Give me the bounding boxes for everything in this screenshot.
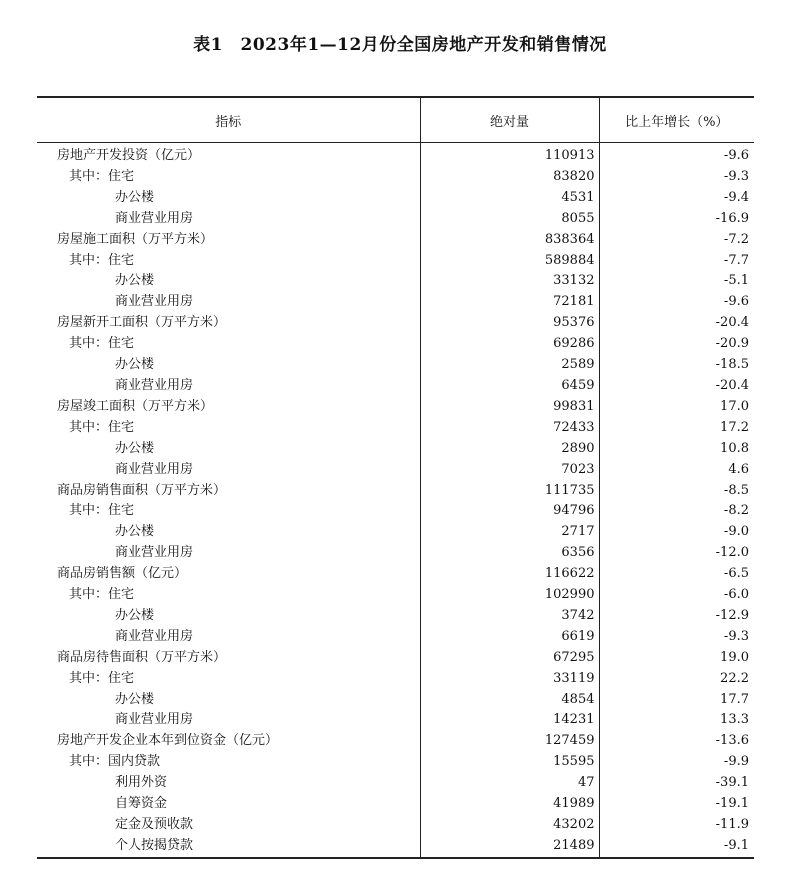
table-row — [37, 397, 754, 418]
table-body — [37, 143, 754, 858]
row-growth: -9.3 — [599, 167, 754, 188]
row-label: 商品房销售额（亿元） — [57, 566, 188, 582]
row-growth: -18.5 — [599, 355, 754, 376]
row-label: 商业营业用房 — [115, 377, 194, 393]
table-row — [37, 481, 754, 502]
table-title: 表1 2023年1—12月份全国房地产开发和销售情况 — [193, 35, 607, 55]
table-header — [37, 97, 754, 143]
table-row — [37, 188, 754, 209]
row-growth: -20.4 — [599, 376, 754, 397]
table-row — [37, 271, 754, 292]
table-row — [37, 460, 754, 481]
row-label: 商业营业用房 — [115, 294, 194, 310]
table-row — [37, 564, 754, 585]
table-row — [37, 606, 754, 627]
row-value: 8055 — [420, 209, 599, 230]
table-row — [37, 585, 754, 606]
row-label: 其中：住宅 — [69, 670, 135, 686]
table-row — [37, 355, 754, 376]
row-growth: 22.2 — [599, 669, 754, 690]
row-growth: -20.9 — [599, 334, 754, 355]
row-value: 6459 — [420, 376, 599, 397]
table-row — [37, 230, 754, 251]
table-row — [37, 752, 754, 773]
row-value: 110913 — [420, 143, 599, 167]
row-label: 其中：国内贷款 — [69, 754, 161, 770]
row-growth: -12.0 — [599, 543, 754, 564]
row-growth: -13.6 — [599, 731, 754, 752]
row-growth: -9.4 — [599, 188, 754, 209]
row-growth: -16.9 — [599, 209, 754, 230]
row-label: 办公楼 — [115, 524, 155, 540]
row-value: 116622 — [420, 564, 599, 585]
row-label: 定金及预收款 — [115, 817, 194, 832]
row-growth: -11.9 — [599, 815, 754, 836]
row-label: 房屋新开工面积（万平方米） — [57, 315, 227, 331]
row-value: 72433 — [420, 418, 599, 439]
row-growth: -9.6 — [599, 143, 754, 167]
table-row — [37, 522, 754, 543]
row-value: 15595 — [420, 752, 599, 773]
row-value: 94796 — [420, 501, 599, 522]
row-value: 33119 — [420, 669, 599, 690]
row-value: 102990 — [420, 585, 599, 606]
row-value: 6356 — [420, 543, 599, 564]
table-row — [37, 167, 754, 188]
row-growth: 17.7 — [599, 690, 754, 711]
row-growth: 17.2 — [599, 418, 754, 439]
row-label: 房地产开发企业本年到位资金（亿元） — [57, 733, 279, 749]
table-row — [37, 292, 754, 313]
table-row — [37, 439, 754, 460]
row-growth: -19.1 — [599, 794, 754, 815]
row-value: 72181 — [420, 292, 599, 313]
row-value: 2890 — [420, 439, 599, 460]
row-label: 房屋竣工面积（万平方米） — [57, 398, 214, 414]
table-row — [37, 690, 754, 711]
row-growth: -7.2 — [599, 230, 754, 251]
table-row — [37, 731, 754, 752]
row-value: 67295 — [420, 648, 599, 669]
row-growth: 10.8 — [599, 439, 754, 460]
row-label: 房地产开发投资（亿元） — [57, 148, 201, 163]
row-label: 其中：住宅 — [69, 336, 135, 352]
row-label: 办公楼 — [115, 440, 155, 456]
row-growth: -8.5 — [599, 481, 754, 502]
row-growth: -6.0 — [599, 585, 754, 606]
table-row — [37, 836, 754, 858]
row-growth: 19.0 — [599, 648, 754, 669]
table-row — [37, 773, 754, 794]
row-value: 2717 — [420, 522, 599, 543]
row-label: 商品房待售面积（万平方米） — [57, 649, 227, 665]
table-row — [37, 209, 754, 230]
row-label: 商业营业用房 — [115, 545, 194, 561]
row-value: 4854 — [420, 690, 599, 711]
row-label: 自筹资金 — [115, 796, 168, 812]
row-value: 6619 — [420, 627, 599, 648]
table-row — [37, 251, 754, 272]
row-value: 4531 — [420, 188, 599, 209]
table-row — [37, 627, 754, 648]
table-row — [37, 418, 754, 439]
row-label: 其中：住宅 — [69, 252, 135, 268]
row-label: 利用外资 — [115, 775, 168, 791]
row-value: 838364 — [420, 230, 599, 251]
row-growth: -12.9 — [599, 606, 754, 627]
table-row — [37, 313, 754, 334]
row-label: 商业营业用房 — [115, 210, 194, 226]
row-growth: 17.0 — [599, 397, 754, 418]
row-growth: -6.5 — [599, 564, 754, 585]
row-label: 其中：住宅 — [69, 503, 135, 519]
row-growth: -20.4 — [599, 313, 754, 334]
table-row — [37, 376, 754, 397]
row-growth: -9.1 — [599, 836, 754, 858]
row-growth: -9.6 — [599, 292, 754, 313]
row-value: 47 — [420, 773, 599, 794]
row-label: 办公楼 — [115, 273, 155, 289]
row-value: 3742 — [420, 606, 599, 627]
row-growth: -8.2 — [599, 501, 754, 522]
row-label: 办公楼 — [115, 189, 155, 205]
row-label: 办公楼 — [115, 607, 155, 623]
header-growth: 比上年增长（%） — [599, 97, 754, 143]
table-row — [37, 648, 754, 669]
row-value: 127459 — [420, 731, 599, 752]
row-growth: 13.3 — [599, 710, 754, 731]
header-indicator: 指标 — [37, 97, 420, 143]
row-label: 其中：住宅 — [69, 168, 135, 184]
table-row — [37, 143, 754, 167]
row-label: 办公楼 — [115, 357, 155, 373]
row-label: 其中：住宅 — [69, 587, 135, 603]
data-table — [37, 96, 754, 859]
table-row — [37, 669, 754, 690]
row-value: 21489 — [420, 836, 599, 858]
row-growth: 4.6 — [599, 460, 754, 481]
row-value: 95376 — [420, 313, 599, 334]
row-growth: -5.1 — [599, 271, 754, 292]
row-label: 房屋施工面积（万平方米） — [57, 231, 214, 247]
row-value: 43202 — [420, 815, 599, 836]
table-row — [37, 334, 754, 355]
row-label: 个人按揭贷款 — [37, 836, 420, 858]
row-value: 41989 — [420, 794, 599, 815]
table-row — [37, 710, 754, 731]
row-label: 商业营业用房 — [115, 712, 194, 728]
table-row — [37, 815, 754, 836]
row-value: 14231 — [420, 710, 599, 731]
row-value: 83820 — [420, 167, 599, 188]
row-label: 商品房销售面积（万平方米） — [57, 482, 227, 498]
row-value: 589884 — [420, 251, 599, 272]
row-growth: -9.9 — [599, 752, 754, 773]
row-value: 99831 — [420, 397, 599, 418]
row-label: 商业营业用房 — [115, 628, 194, 644]
row-value: 69286 — [420, 334, 599, 355]
row-label: 其中：住宅 — [69, 419, 135, 435]
row-growth: -7.7 — [599, 251, 754, 272]
table-row — [37, 794, 754, 815]
row-growth: -9.3 — [599, 627, 754, 648]
row-growth: -39.1 — [599, 773, 754, 794]
row-growth: -9.0 — [599, 522, 754, 543]
header-absolute: 绝对量 — [420, 97, 599, 143]
row-label: 商业营业用房 — [115, 461, 194, 477]
table-row — [37, 543, 754, 564]
row-label: 办公楼 — [115, 691, 155, 707]
row-value: 33132 — [420, 271, 599, 292]
row-value: 7023 — [420, 460, 599, 481]
row-value: 111735 — [420, 481, 599, 502]
table-row — [37, 501, 754, 522]
row-value: 2589 — [420, 355, 599, 376]
